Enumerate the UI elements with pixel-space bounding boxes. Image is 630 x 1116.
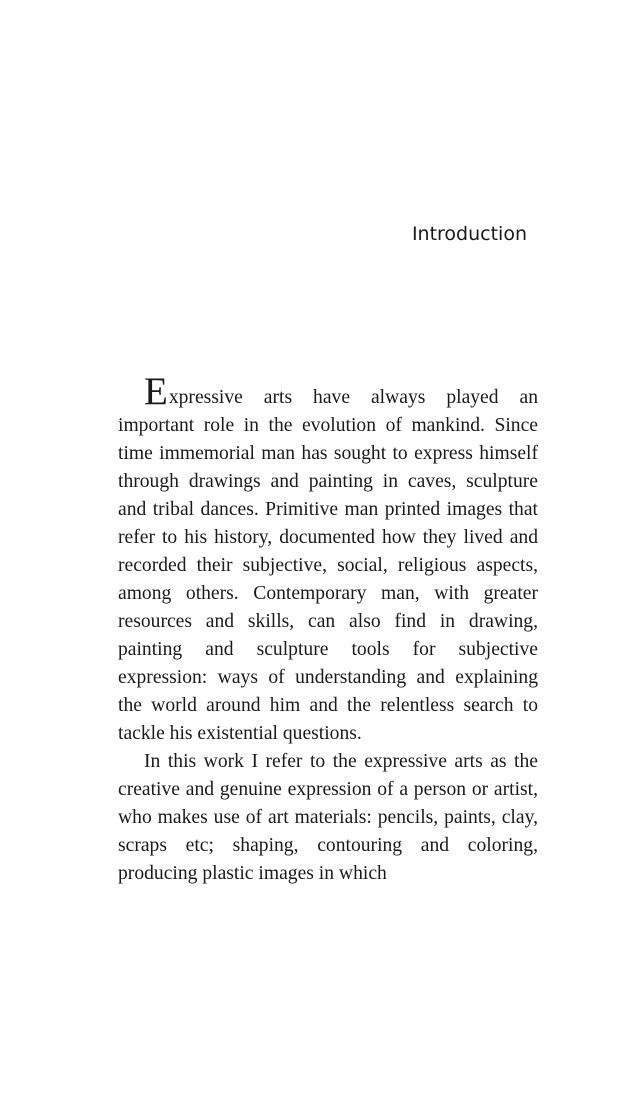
- paragraph-2-text: In this work I refer to the expressive arts as the creative and genuine expression of a person or artist, who makes use of art materials: pencils, paints, clay, scraps etc; shaping, contouring and coloring, producing plastic images in which: [118, 751, 538, 884]
- paragraph-1: [118, 370, 538, 748]
- body-text: [118, 370, 538, 888]
- paragraph-1-text: xpressive arts have always played an important role in the evolution of mankind. Since time immemorial man has sought to express himself through drawings and painting in caves, sculpture and tribal dances. Primitive man printed images that refer to his history, documented how they lived and recorded their subjective, social, religious aspects, among others. Contemporary man, with greater resources and skills, can also find in drawing, painting and sculpture tools for subjective expression: ways of understanding and explaining the world around him and the relentless search to tackle his existential questions.: [118, 387, 538, 744]
- drop-initial: E: [144, 370, 168, 413]
- paragraph-2: [118, 748, 538, 888]
- chapter-title: Introduction: [411, 223, 527, 245]
